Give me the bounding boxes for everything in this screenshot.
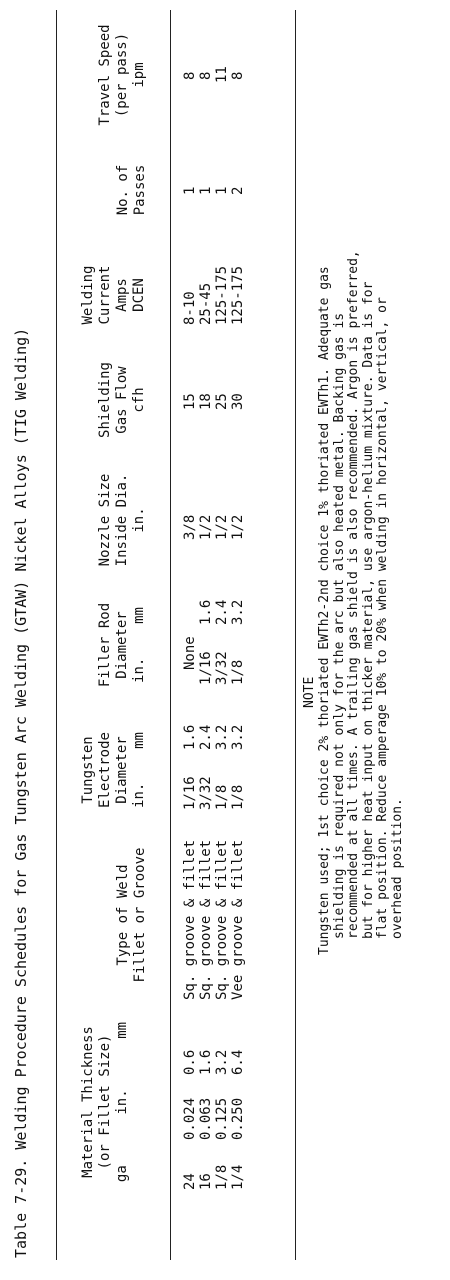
cell-ga: 1/4 (230, 1164, 246, 1190)
header-nozzle: Nozzle Size Inside Dia. in. (97, 473, 147, 567)
cell-passes: 1 (198, 186, 214, 195)
cell-amps: 125-175 (214, 265, 230, 325)
header-gas-flow: Shielding Gas Flow cfh (97, 362, 147, 438)
cell-nozzle: 1/2 (198, 514, 214, 540)
cell-filler-mm: 1.6 (198, 599, 214, 625)
cell-electrode-mm: 2.4 (198, 724, 214, 750)
header-rule (170, 10, 171, 1260)
cell-nozzle: 1/2 (214, 514, 230, 540)
cell-in: 0.125 (214, 1097, 230, 1140)
cell-filler-in: 3/32 (214, 651, 230, 685)
header-filler: Filler Rod Diameter in. mm (97, 602, 147, 688)
cell-gas-flow: 25 (214, 393, 230, 410)
cell-nozzle: 1/2 (230, 514, 246, 540)
header-thickness: Material Thickness (or Fillet Size) ga in. mm (80, 1021, 130, 1183)
cell-speed: 11 (214, 66, 230, 83)
header-travel-speed: Travel Speed (per pass) ipm (97, 24, 147, 126)
table-title: Table 7-29. Welding Procedure Schedules for Gas Tungsten Arc Welding (GTAW) Nickel Alloys (TIG Welding) (12, 327, 30, 1258)
cell-passes: 1 (214, 186, 230, 195)
cell-gas-flow: 18 (198, 393, 214, 410)
cell-electrode-in: 1/8 (230, 784, 246, 810)
cell-electrode-in: 1/8 (214, 784, 230, 810)
cell-filler-mm: 3.2 (230, 599, 246, 625)
header-electrode: Tungsten Electrode Diameter in. mm (80, 732, 147, 808)
header-passes: No. of Passes (115, 164, 148, 216)
cell-gas-flow: 30 (230, 393, 246, 410)
cell-gas-flow: 15 (182, 393, 198, 410)
cell-ga: 1/8 (214, 1164, 230, 1190)
cell-passes: 1 (182, 186, 198, 195)
cell-electrode-in: 3/32 (198, 776, 214, 810)
cell-amps: 125-175 (230, 265, 246, 325)
cell-weld-type: Sq. groove & fillet (214, 839, 230, 1000)
cell-in: 0.024 (182, 1097, 198, 1140)
top-rule (56, 10, 57, 1260)
cell-electrode-mm: 1.6 (182, 724, 198, 750)
cell-mm: 0.6 (182, 1049, 198, 1075)
cell-weld-type: Sq. groove & fillet (182, 839, 198, 1000)
cell-filler-in: 1/8 (230, 659, 246, 685)
cell-weld-type: Sq. groove & fillet (198, 839, 214, 1000)
note-title: NOTE (302, 676, 317, 708)
cell-speed: 8 (230, 71, 246, 80)
cell-speed: 8 (198, 71, 214, 80)
cell-mm: 3.2 (214, 1049, 230, 1075)
cell-mm: 1.6 (198, 1049, 214, 1075)
note-text: Tungsten used; 1st choice 2% thoriated EWTh2-2nd choice 1% thoriated EWTh1. Adequate gas shielding is required not only for the arc but also heated metal. Backing gas is recommended at all times. A trailing gas shield is also recommended. Argon is preferred, but for higher heat input on thicker material, use argon-helium mixture. Data is for flat position. Reduce amperage 10% to 20% when welding in horizontal, vertical, or overhead position. (317, 250, 405, 955)
cell-electrode-mm: 3.2 (214, 724, 230, 750)
header-current: Welding Current Amps DCEN (80, 265, 147, 325)
cell-weld-type: Vee groove & fillet (230, 839, 246, 1000)
cell-passes: 2 (230, 186, 246, 195)
bottom-rule (295, 10, 296, 1260)
cell-electrode-in: 1/16 (182, 776, 198, 810)
cell-nozzle: 3/8 (182, 514, 198, 540)
cell-in: 0.063 (198, 1097, 214, 1140)
cell-filler-mm: 2.4 (214, 599, 230, 625)
cell-speed: 8 (182, 71, 198, 80)
cell-filler-in: 1/16 (198, 651, 214, 685)
cell-mm: 6.4 (230, 1049, 246, 1075)
header-weld-type: Type of Weld Fillet or Groove (115, 847, 148, 983)
cell-electrode-mm: 3.2 (230, 724, 246, 750)
cell-amps: 25-45 (198, 282, 214, 325)
cell-ga: 16 (198, 1173, 214, 1190)
cell-in: 0.250 (230, 1097, 246, 1140)
cell-amps: 8-10 (182, 291, 198, 325)
cell-ga: 24 (182, 1173, 198, 1190)
cell-filler-in: None (182, 636, 198, 670)
